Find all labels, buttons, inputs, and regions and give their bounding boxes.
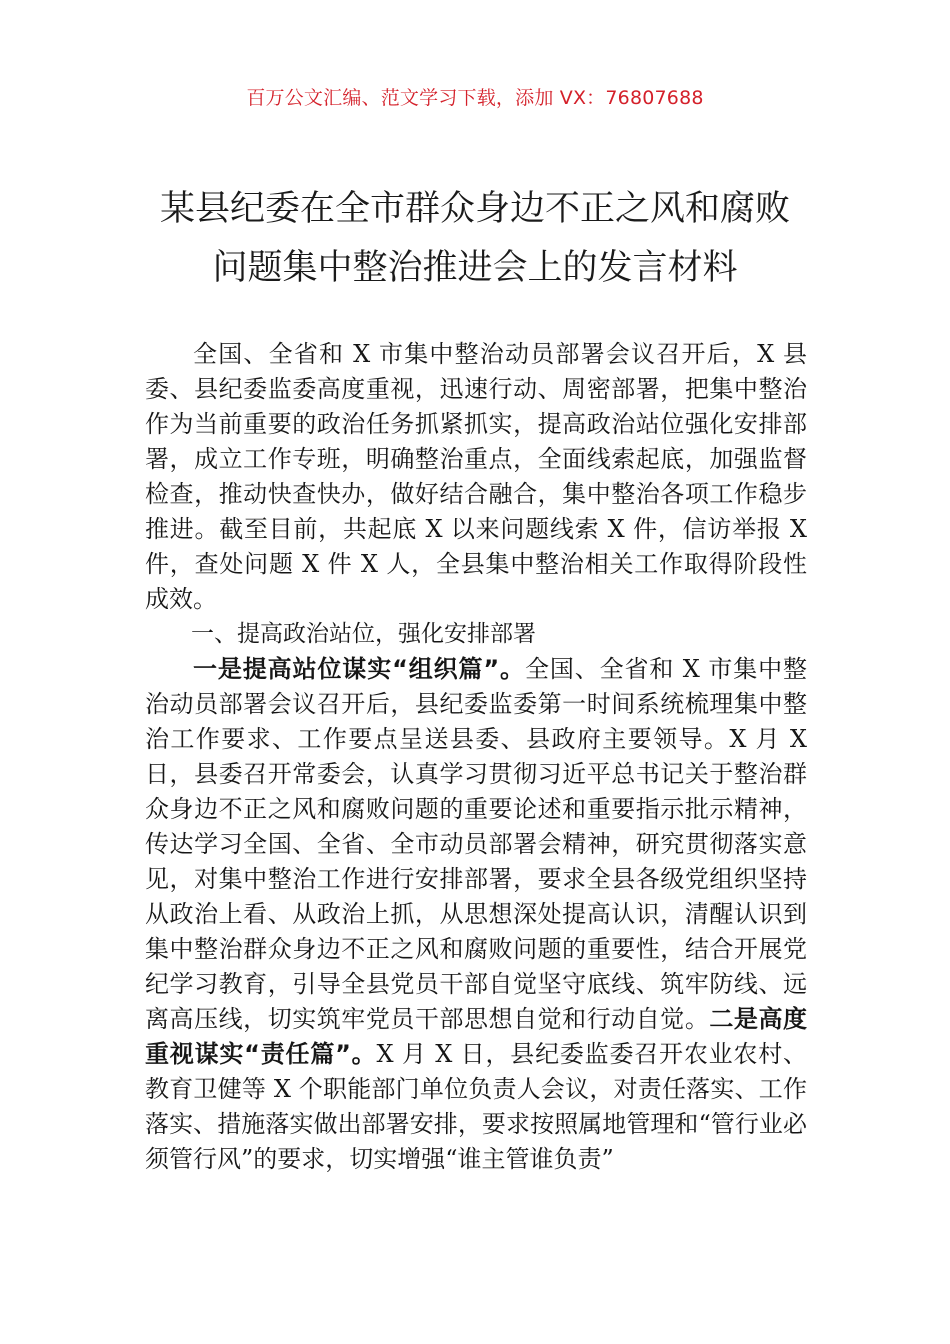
section-heading-1: 一、提高政治站位，强化安排部署 — [191, 621, 536, 647]
title-line-2: 问题集中整治推进会上的发言材料 — [212, 248, 738, 288]
document-body — [145, 337, 807, 1177]
point-2-lead: 二是高度重视谋实“责任篇”。 — [145, 1005, 808, 1068]
point-1-lead: 一是提高站位谋实“组织篇”。 — [193, 655, 525, 683]
intro-paragraph: 全国、全省和 X 市集中整治动员部署会议召开后，X 县委、县纪委监委高度重视，迅速行动、周密部署，把集中整治作为当前重要的政治任务抓紧抓实，提高政治站位强化安排部署，成立工作专班，明确整治重点，全面线索起底，加强监督检查，推动快查快办，做好结合融合，集中整治各项工作稳步推进。截至目前，共起底 X 以来问题线索 X 件，信访举报 X 件，查处问题 X 件 X 人，全县集中整治相关工作取得阶段性成效。 — [145, 340, 807, 613]
document-title — [110, 180, 840, 298]
section-1-paragraph — [145, 652, 807, 1177]
watermark-header: 百万公文汇编、范文学习下载，添加 VX：76807688 — [246, 87, 704, 109]
point-1-text: 全国、全省和 X 市集中整治动员部署会议召开后，县纪委监委第一时间系统梳理集中整治工作要求、工作要点呈送县委、县政府主要领导。X 月 X 日，县委召开常委会，认真学习贯彻习近平总书记关于整治群众身边不正之风和腐败问题的重要论述和重要指示批示精神，传达学习全国、全省、全市动员部署会精神，研究贯彻落实意见，对集中整治工作进行安排部署，要求全县各级党组织坚持从政治上看、从政治上抓，从思想深处提高认识，清醒认识到集中整治群众身边不正之风和腐败问题的重要性，结合开展党纪学习教育，引导全县党员干部自觉坚守底线、筑牢防线、远离高压线，切实筑牢党员干部思想自觉和行动自觉。 — [145, 655, 808, 1033]
point-2-text: X 月 X 日，县纪委监委召开农业农村、教育卫健等 X 个职能部门单位负责人会议，对责任落实、工作落实、措施落实做出部署安排，要求按照属地管理和“管行业必须管行风”的要求，切实增强“谁主管谁负责” — [145, 1040, 807, 1173]
title-line-1: 某县纪委在全市群众身边不正之风和腐败 — [159, 189, 790, 229]
